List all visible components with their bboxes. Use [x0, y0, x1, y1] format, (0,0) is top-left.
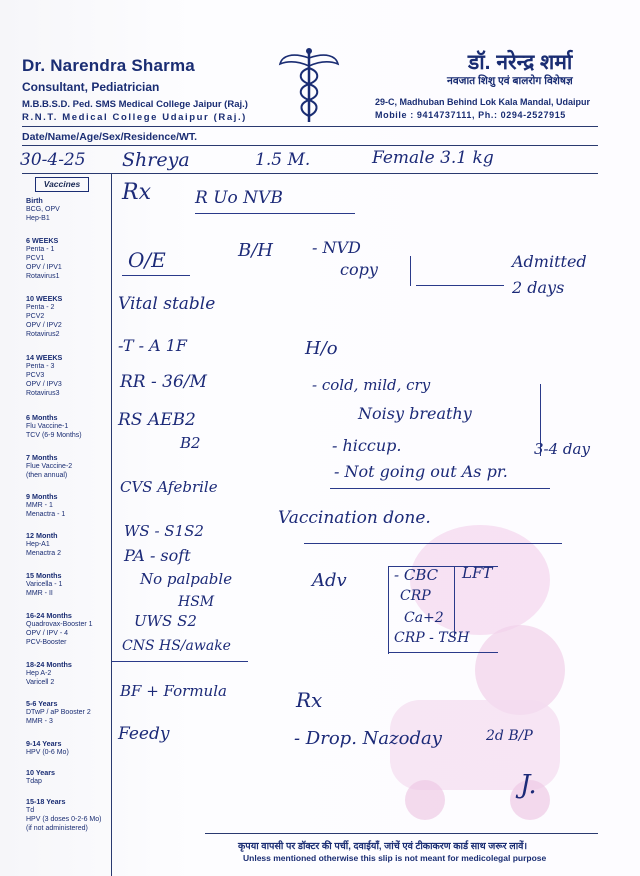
qualification-1: M.B.B.S.D. Ped. SMS Medical College Jaipur (Raj.)	[22, 99, 248, 110]
vaccine-item: Rotavirus1	[26, 273, 60, 280]
vaccine-item: PCV-Booster	[26, 639, 67, 646]
hw-hsm: HSM	[178, 594, 215, 610]
contact-numbers: Mobile : 9414737111, Ph.: 0294-2527915	[375, 110, 566, 120]
vaccine-item: PCV3	[26, 372, 45, 379]
vaccine-group-title: 6 Months	[26, 413, 58, 422]
hw-underline-6	[112, 661, 248, 662]
hw-drop: - Drop. Nazoday	[294, 728, 442, 749]
hw-oe: O/E	[128, 248, 166, 272]
vaccine-group	[26, 797, 110, 833]
vaccine-group	[26, 531, 110, 558]
doctor-name-hindi: डॉ. नरेन्द्र शर्मा	[468, 51, 573, 74]
clinic-address: 29-C, Madhuban Behind Lok Kala Mandal, Udaipur	[375, 97, 591, 107]
vaccine-item: Flue Vaccine-2	[26, 463, 73, 470]
vaccine-group-title: 16-24 Months	[26, 611, 72, 620]
vaccine-item: BCG, OPV	[26, 206, 60, 213]
vaccine-item: OPV / IPV - 4	[26, 630, 69, 637]
hw-crp-tsh: CRP - TSH	[394, 630, 470, 646]
doctor-name: Dr. Narendra Sharma	[22, 56, 195, 75]
vaccine-item: Varicella - 1	[26, 581, 63, 588]
hw-patient-name: Shreya	[122, 149, 190, 171]
hw-crp: CRP	[400, 588, 431, 604]
vaccine-group	[26, 660, 110, 687]
hw-lab-box-left	[388, 566, 389, 654]
hw-feedy: Feedy	[118, 724, 170, 744]
vaccine-item: PCV1	[26, 255, 45, 262]
vaccine-group	[26, 294, 110, 339]
hw-temp: -T - A 1F	[118, 336, 188, 355]
hw-rx: Rx	[122, 180, 151, 205]
vaccine-group	[26, 453, 110, 480]
footer-hindi-note: कृपया वापसी पर डॉक्टर की पर्ची, दवाईयाँ, जांचें एवं टीकाकरण कार्ड साथ जरूर लावें।	[238, 841, 528, 852]
hw-rx2: Rx	[296, 688, 323, 712]
hw-ws: WS - S1S2	[124, 522, 204, 540]
vaccines-heading: Vaccines	[35, 177, 89, 192]
qualification-2: R.N.T. Medical College Udaipur (Raj.)	[22, 112, 247, 123]
vaccine-item: Flu Vaccine-1	[26, 423, 69, 430]
vaccine-group-title: 15 Months	[26, 571, 62, 580]
hw-noisy: Noisy breathy	[358, 404, 472, 423]
vaccine-item: OPV / IPV2	[26, 322, 62, 329]
vaccine-item: (if not administered)	[26, 825, 88, 832]
vaccine-group	[26, 611, 110, 647]
hw-not-going: - Not going out As pr.	[334, 462, 508, 481]
hw-two-days: 2 days	[512, 278, 565, 297]
patient-bottom-divider	[22, 173, 598, 174]
vaccine-item: Rotavirus3	[26, 390, 60, 397]
vaccine-group	[26, 196, 110, 223]
vaccine-group	[26, 739, 110, 757]
hw-signature: J.	[520, 770, 537, 800]
hw-uws: UWS S2	[134, 612, 197, 630]
vaccine-group-title: 10 WEEKS	[26, 294, 63, 303]
vaccine-group-title: 5-6 Years	[26, 699, 58, 708]
patient-line-label: Date/Name/Age/Sex/Residence/WT.	[22, 131, 198, 143]
hw-cns: CNS HS/awake	[122, 638, 231, 654]
hw-cvs: CVS Afebrile	[120, 478, 218, 496]
hw-cold: - cold, mild, cry	[312, 376, 431, 394]
hw-no-palp: No palpable	[140, 570, 233, 588]
vaccine-item: OPV / IPV3	[26, 381, 62, 388]
hw-bh: B/H	[238, 240, 273, 261]
vaccine-group	[26, 768, 110, 786]
hw-three-day: 3-4 day	[534, 440, 590, 458]
hw-ho: H/o	[305, 338, 338, 359]
vaccine-group-title: 10 Years	[26, 768, 56, 777]
hw-pa: PA - soft	[124, 546, 191, 565]
hw-lab-box-bottom	[388, 652, 498, 653]
doctor-subtitle-hindi: नवजात शिशु एवं बालरोग विशेषज्ञ	[447, 75, 573, 87]
vaccine-item: Hep-A1	[26, 541, 50, 548]
hw-lab-box-mid	[454, 566, 455, 636]
vaccine-group-title: 9-14 Years	[26, 739, 62, 748]
vaccine-item: Hep-B1	[26, 215, 50, 222]
hw-date: 30-4-25	[20, 150, 86, 170]
vaccine-item: Hep A-2	[26, 670, 52, 677]
vaccine-group	[26, 699, 110, 726]
vaccine-item: HPV (0-6 Mo)	[26, 749, 69, 756]
vaccine-item: TCV (6-9 Months)	[26, 432, 82, 439]
vaccine-item: Menactra - 1	[26, 511, 66, 518]
hw-cbc: - CBC	[394, 566, 439, 584]
hw-underline-1	[195, 213, 355, 214]
column-divider	[111, 174, 112, 876]
hw-copy: copy	[340, 260, 378, 279]
hw-hiccup: - hiccup.	[332, 436, 402, 455]
vaccine-group-title: 7 Months	[26, 453, 58, 462]
hw-vaccination: Vaccination done.	[278, 508, 431, 528]
vaccine-group	[26, 413, 110, 440]
watermark-illustration	[330, 500, 640, 840]
vaccine-item: HPV (3 doses 0-2-6 Mo)	[26, 816, 102, 823]
vaccine-item: Penta - 2	[26, 304, 55, 311]
vaccine-group-title: 6 WEEKS	[26, 236, 59, 245]
vaccine-item: Menactra 2	[26, 550, 62, 557]
hw-adv: Adv	[312, 570, 347, 591]
vaccine-item: OPV / IPV1	[26, 264, 62, 271]
vaccine-group	[26, 236, 110, 281]
hw-underline-5	[304, 543, 562, 544]
vaccine-group-title: 18-24 Months	[26, 660, 72, 669]
vaccine-item: Td	[26, 807, 35, 814]
hw-age: 1.5 M.	[255, 150, 311, 170]
vaccine-item: MMR - II	[26, 590, 53, 597]
vaccine-group-title: 15-18 Years	[26, 797, 66, 806]
vaccine-item: Penta - 1	[26, 246, 55, 253]
hw-underline-2	[122, 275, 190, 276]
vaccine-group	[26, 571, 110, 598]
hw-rs: RS AEB2	[118, 410, 196, 430]
vaccine-group-title: 14 WEEKS	[26, 353, 63, 362]
vaccine-item: Penta - 3	[26, 363, 55, 370]
vaccine-item: Quadrovax-Booster 1	[26, 621, 93, 628]
hw-underline-4	[330, 488, 550, 489]
vaccine-item: Tdap	[26, 778, 42, 785]
vaccine-group-title: 12 Month	[26, 531, 58, 540]
vaccine-group-title: Birth	[26, 196, 43, 205]
vaccine-group	[26, 353, 110, 398]
hw-lft: LFT	[462, 564, 493, 582]
hw-ca: Ca+2	[404, 610, 444, 626]
vaccine-item: DTwP / aP Booster 2	[26, 709, 91, 716]
doctor-title: Consultant, Pediatrician	[22, 80, 160, 94]
vaccine-item: (then annual)	[26, 472, 68, 479]
vaccine-item: Rotavirus2	[26, 331, 60, 338]
header-divider	[22, 126, 598, 127]
hw-dose: 2d B/P	[486, 728, 533, 744]
hw-rx-note: R Uo NVB	[195, 188, 283, 208]
hw-vitals: Vital stable	[118, 294, 216, 314]
footer-divider	[205, 833, 598, 834]
hw-admitted: Admitted	[512, 252, 587, 271]
hw-bracket	[410, 256, 411, 286]
vaccine-item: Varicell 2	[26, 679, 55, 686]
caduceus-icon	[278, 46, 340, 124]
vaccine-item: MMR - 3	[26, 718, 53, 725]
hw-b2: B2	[180, 434, 201, 452]
vaccine-item: MMR - 1	[26, 502, 53, 509]
hw-rr: RR - 36/M	[120, 372, 207, 392]
hw-nvd: - NVD	[312, 238, 361, 257]
hw-sex-weight: Female 3.1 kg	[372, 148, 494, 168]
vaccine-group-title: 9 Months	[26, 492, 58, 501]
vaccine-group	[26, 492, 110, 519]
footer-disclaimer: Unless mentioned otherwise this slip is not meant for medicolegal purpose	[243, 853, 547, 863]
hw-bf: BF + Formula	[120, 682, 227, 700]
patient-line-divider	[22, 145, 598, 146]
hw-underline-3	[416, 285, 504, 286]
vaccine-item: PCV2	[26, 313, 45, 320]
